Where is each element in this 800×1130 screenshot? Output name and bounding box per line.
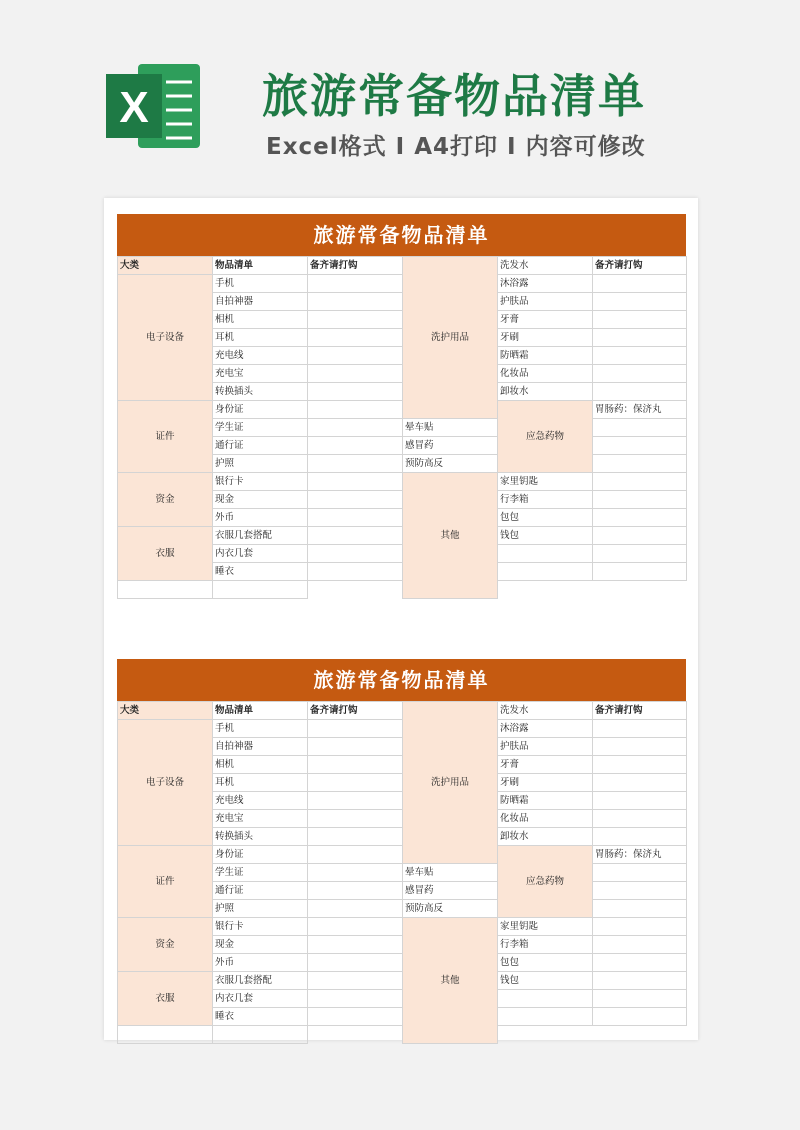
sheet-copy-1 [117, 214, 686, 599]
checklist-table [117, 701, 687, 1044]
item-cell: 学生证 [213, 419, 308, 437]
check-cell [593, 774, 687, 792]
check-cell [308, 1008, 403, 1026]
check-cell [593, 527, 687, 545]
item-cell: 身份证 [213, 846, 308, 864]
category-cell: 证件 [118, 401, 213, 473]
category-cell: 资金 [118, 473, 213, 527]
check-cell [308, 509, 403, 527]
item-cell: 包包 [498, 509, 593, 527]
table-row [118, 401, 687, 419]
check-cell [308, 455, 403, 473]
check-cell [593, 864, 687, 882]
header-category: 大类 [118, 702, 213, 720]
item-cell: 睡衣 [213, 1008, 308, 1026]
item-cell: 行李箱 [498, 491, 593, 509]
item-cell: 护照 [213, 455, 308, 473]
check-cell [308, 329, 403, 347]
check-cell [308, 720, 403, 738]
excel-logo-icon [104, 56, 204, 156]
category-cell: 电子设备 [118, 720, 213, 846]
category-cell: 资金 [118, 918, 213, 972]
item-cell: 学生证 [213, 864, 308, 882]
check-cell [593, 918, 687, 936]
check-cell [593, 293, 687, 311]
check-cell [308, 401, 403, 419]
table-row [118, 918, 687, 936]
item-cell: 相机 [213, 311, 308, 329]
item-cell: 通行证 [213, 437, 308, 455]
item-cell: 充电线 [213, 792, 308, 810]
check-cell [213, 1026, 308, 1044]
item-cell: 自拍神器 [213, 293, 308, 311]
check-cell [308, 419, 403, 437]
item-cell: 化妆品 [498, 365, 593, 383]
item-cell: 洗发水 [498, 257, 593, 275]
item-cell [498, 1008, 593, 1026]
item-cell: 护肤品 [498, 738, 593, 756]
item-cell [118, 581, 213, 599]
item-cell: 耳机 [213, 329, 308, 347]
item-cell: 银行卡 [213, 473, 308, 491]
sheet-title: 旅游常备物品清单 [117, 214, 686, 256]
check-cell [308, 527, 403, 545]
item-cell [118, 1026, 213, 1044]
item-cell: 自拍神器 [213, 738, 308, 756]
item-cell: 牙膏 [498, 311, 593, 329]
item-cell: 护肤品 [498, 293, 593, 311]
category-cell: 其他 [403, 473, 498, 599]
check-cell [308, 293, 403, 311]
item-cell: 行李箱 [498, 936, 593, 954]
item-cell [498, 563, 593, 581]
check-cell [593, 491, 687, 509]
check-cell [308, 383, 403, 401]
check-cell [308, 828, 403, 846]
item-cell: 防晒霜 [498, 792, 593, 810]
header-check: 备齐请打钩 [593, 257, 687, 275]
item-cell: 预防高反 [403, 455, 498, 473]
item-cell: 晕车贴 [403, 864, 498, 882]
item-cell: 衣服几套搭配 [213, 972, 308, 990]
item-cell: 感冒药 [403, 437, 498, 455]
header-check: 备齐请打钩 [308, 702, 403, 720]
check-cell [308, 882, 403, 900]
check-cell [593, 437, 687, 455]
header-items: 物品清单 [213, 257, 308, 275]
check-cell [593, 738, 687, 756]
category-cell: 电子设备 [118, 275, 213, 401]
check-cell [308, 936, 403, 954]
check-cell [593, 563, 687, 581]
page-subtitle: Excel格式 Ⅰ A4打印 Ⅰ 内容可修改 [266, 134, 646, 160]
page-title: 旅游常备物品清单 [262, 69, 646, 123]
check-cell [593, 936, 687, 954]
item-cell: 沐浴露 [498, 275, 593, 293]
check-cell [593, 828, 687, 846]
item-cell: 化妆品 [498, 810, 593, 828]
check-cell [593, 882, 687, 900]
check-cell [593, 419, 687, 437]
item-cell: 耳机 [213, 774, 308, 792]
table-header-row [118, 257, 687, 275]
check-cell [308, 972, 403, 990]
check-cell [593, 720, 687, 738]
item-cell: 充电宝 [213, 810, 308, 828]
category-cell: 衣服 [118, 527, 213, 581]
item-cell: 衣服几套搭配 [213, 527, 308, 545]
check-cell [593, 792, 687, 810]
check-cell [308, 846, 403, 864]
check-cell [308, 365, 403, 383]
check-cell [308, 774, 403, 792]
item-cell: 现金 [213, 491, 308, 509]
check-cell [593, 365, 687, 383]
item-cell: 晕车贴 [403, 419, 498, 437]
item-cell: 预防高反 [403, 900, 498, 918]
category-cell: 证件 [118, 846, 213, 918]
item-cell: 银行卡 [213, 918, 308, 936]
item-cell: 胃肠药：保济丸 [593, 846, 687, 864]
item-cell: 洗发水 [498, 702, 593, 720]
check-cell [593, 455, 687, 473]
check-cell [308, 756, 403, 774]
item-cell: 钱包 [498, 527, 593, 545]
check-cell [593, 756, 687, 774]
item-cell: 家里钥匙 [498, 473, 593, 491]
item-cell: 卸妆水 [498, 383, 593, 401]
check-cell [308, 473, 403, 491]
item-cell: 充电线 [213, 347, 308, 365]
item-cell: 沐浴露 [498, 720, 593, 738]
item-cell: 充电宝 [213, 365, 308, 383]
check-cell [593, 972, 687, 990]
item-cell: 包包 [498, 954, 593, 972]
check-cell [308, 738, 403, 756]
check-cell [308, 810, 403, 828]
check-cell [593, 275, 687, 293]
item-cell: 外币 [213, 509, 308, 527]
item-cell: 相机 [213, 756, 308, 774]
item-cell: 手机 [213, 720, 308, 738]
check-cell [593, 383, 687, 401]
item-cell: 身份证 [213, 401, 308, 419]
item-cell: 家里钥匙 [498, 918, 593, 936]
check-cell [593, 329, 687, 347]
check-cell [593, 954, 687, 972]
header-items: 物品清单 [213, 702, 308, 720]
item-cell: 手机 [213, 275, 308, 293]
category-cell: 洗护用品 [403, 702, 498, 864]
check-cell [593, 509, 687, 527]
check-cell [213, 581, 308, 599]
check-cell [593, 473, 687, 491]
check-cell [308, 311, 403, 329]
check-cell [593, 311, 687, 329]
item-cell [498, 990, 593, 1008]
check-cell [308, 990, 403, 1008]
item-cell: 牙刷 [498, 329, 593, 347]
check-cell [593, 990, 687, 1008]
check-cell [593, 1008, 687, 1026]
check-cell [593, 347, 687, 365]
category-cell: 应急药物 [498, 401, 593, 473]
header-check: 备齐请打钩 [593, 702, 687, 720]
table-row [118, 846, 687, 864]
check-cell [308, 954, 403, 972]
check-cell [308, 545, 403, 563]
item-cell: 内衣几套 [213, 545, 308, 563]
category-cell: 其他 [403, 918, 498, 1044]
category-cell: 应急药物 [498, 846, 593, 918]
item-cell: 钱包 [498, 972, 593, 990]
check-cell [308, 437, 403, 455]
item-cell: 转换插头 [213, 828, 308, 846]
sheet-copy-2 [117, 659, 686, 1044]
item-cell: 睡衣 [213, 563, 308, 581]
item-cell: 内衣几套 [213, 990, 308, 1008]
document-page [104, 198, 698, 1040]
header-category: 大类 [118, 257, 213, 275]
check-cell [308, 347, 403, 365]
table-header-row [118, 702, 687, 720]
page-header [0, 0, 800, 190]
item-cell: 现金 [213, 936, 308, 954]
logo-letter: X [119, 83, 149, 132]
table-row [118, 275, 687, 293]
sheet-title: 旅游常备物品清单 [117, 659, 686, 701]
item-cell [498, 545, 593, 563]
item-cell: 胃肠药：保济丸 [593, 401, 687, 419]
item-cell: 感冒药 [403, 882, 498, 900]
checklist-table [117, 256, 687, 599]
table-row [118, 972, 687, 990]
category-cell: 洗护用品 [403, 257, 498, 419]
check-cell [308, 792, 403, 810]
item-cell: 卸妆水 [498, 828, 593, 846]
item-cell: 牙膏 [498, 756, 593, 774]
check-cell [308, 918, 403, 936]
check-cell [593, 900, 687, 918]
check-cell [308, 900, 403, 918]
table-row [118, 527, 687, 545]
header-check: 备齐请打钩 [308, 257, 403, 275]
item-cell: 防晒霜 [498, 347, 593, 365]
category-cell: 衣服 [118, 972, 213, 1026]
item-cell: 通行证 [213, 882, 308, 900]
table-row [118, 720, 687, 738]
check-cell [593, 810, 687, 828]
table-row [118, 473, 687, 491]
item-cell: 转换插头 [213, 383, 308, 401]
check-cell [308, 275, 403, 293]
item-cell: 外币 [213, 954, 308, 972]
check-cell [308, 491, 403, 509]
check-cell [308, 563, 403, 581]
check-cell [308, 864, 403, 882]
check-cell [593, 545, 687, 563]
item-cell: 护照 [213, 900, 308, 918]
item-cell: 牙刷 [498, 774, 593, 792]
